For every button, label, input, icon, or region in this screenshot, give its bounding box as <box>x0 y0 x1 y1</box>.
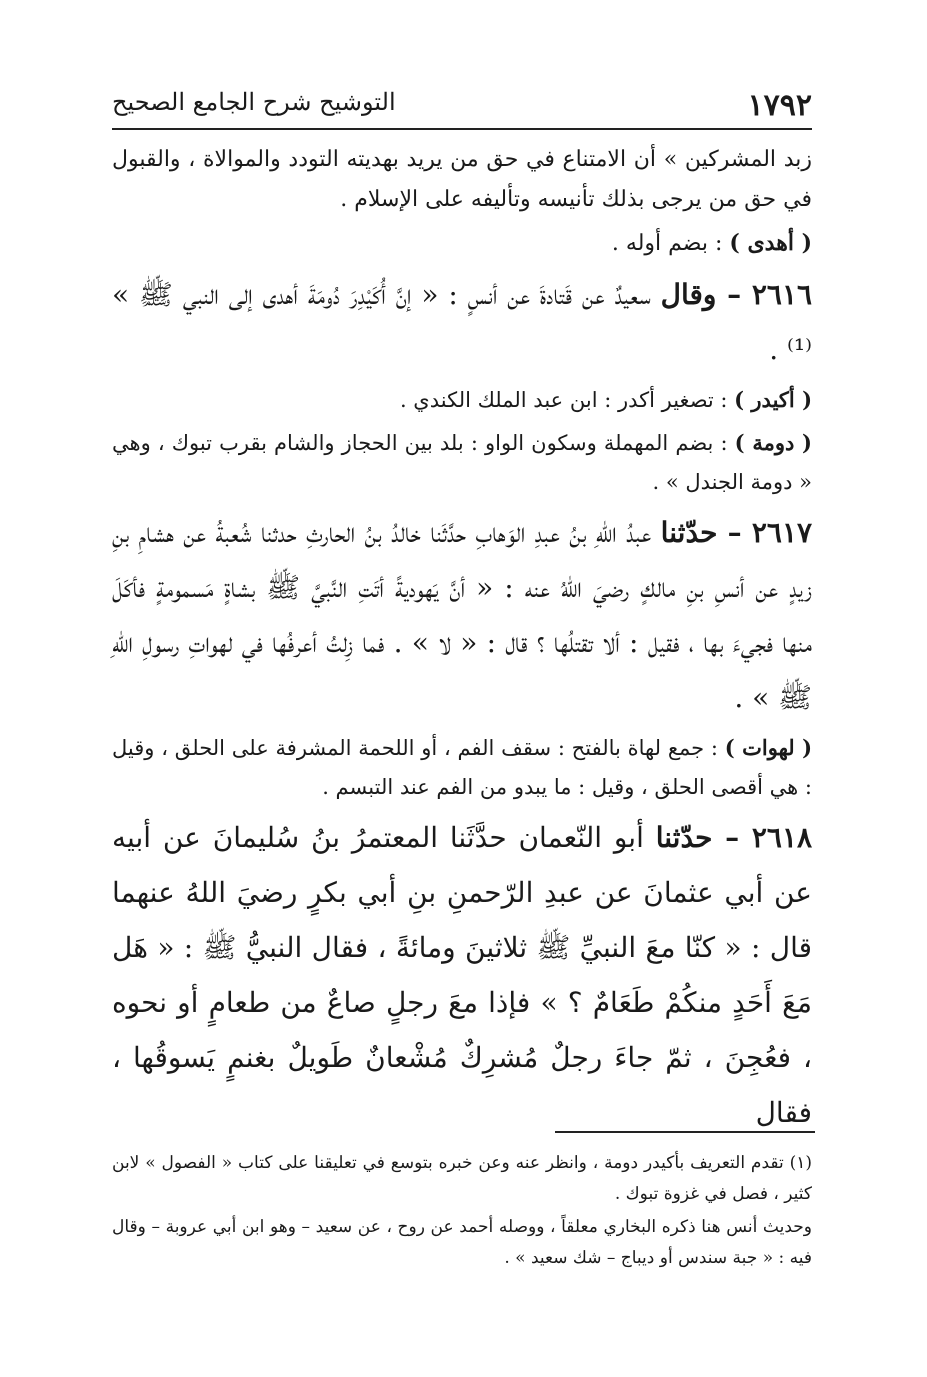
gloss-term: ( أهدى ) <box>729 230 812 256</box>
footnote-1-continuation: وحديث أنس هنا ذكره البخاري معلقاً ، ووصله أحمد عن روح ، عن سعيد – وهو ابن أبي عروبة – وقال فيه : « جبة سندس أو ديباج – شك سعيد » . <box>112 1217 812 1268</box>
gloss-lahawat <box>112 728 812 807</box>
hadith-2616 <box>112 267 812 377</box>
hadith-number: ٢٦١٨ – <box>725 821 813 854</box>
book-title: التوشيح شرح الجامع الصحيح <box>112 88 396 116</box>
page-number: ١٧٩٢ <box>747 88 812 123</box>
gloss-text: : تصغير أكدر : ابن عبد الملك الكندي . <box>399 388 735 412</box>
paragraph-text: زبد المشركين » أن الامتناع في حق من يريد بهديته التودد والموالاة ، والقبول في حق من يرجى بذلك تأنيسه وتأليفه على الإسلام . <box>112 147 812 212</box>
hadith-number: ٢٦١٧ – <box>727 516 813 549</box>
gloss-text: : بضم أوله . <box>611 231 730 256</box>
hadith-2617 <box>112 505 812 725</box>
gloss-term: ( أكيدر ) <box>734 387 812 412</box>
footnote-1: (١) تقدم التعريف بأكيدر دومة ، وانظر عنه وعن خبره بتوسع في تعليقنا على كتاب « الفصول » لابن كثير ، فصل في غزوة تبوك . <box>112 1153 812 1204</box>
footnote-divider <box>555 1131 815 1133</box>
hadith-lead: وقال <box>660 278 728 311</box>
hadith-lead: حدّثنا <box>660 516 728 549</box>
running-header <box>112 84 812 126</box>
main-text <box>112 140 812 1140</box>
hadith-text: أبو النّعمان حدَّثَنا المعتمرُ بنُ سُليمانَ عن أبيه عن أبي عثمانَ عن عبدِ الرّحمنِ بنِ أبي بكرٍ رضيَ اللهُ عنهما قال : « كنّا معَ النبيِّ ﷺ ثلاثينَ ومائةً ، فقال النبيُّ ﷺ : « هَل مَعَ أَحَدٍ منكُمْ طَعَامٌ ؟ » فإذا معَ رجلٍ صاعٌ من طعامٍ أو نحوه ، فعُجِنَ ، ثمّ جاءَ رجلٌ مُشرِكٌ مُشْعانٌ طَويلٌ بغنمٍ يَسوقُها ، فقال <box>112 821 812 1129</box>
footnotes <box>112 1148 812 1274</box>
hadith-text: سعيدٌ عن قَتادةَ عن أنسٍ : « إنَّ أُكَيْدِرَ دُومَةَ أهدى إلى النبي ﷺ » ⁽¹⁾ . <box>112 278 812 366</box>
gloss-text: : بضم المهملة وسكون الواو : بلد بين الحجاز والشام بقرب تبوك ، وهي « دومة الجندل » . <box>112 431 812 494</box>
header-divider <box>112 128 812 130</box>
gloss-dumah <box>112 423 812 502</box>
gloss-term: ( لهوات ) <box>724 735 812 760</box>
gloss-text: : جمع لهاة بالفتح : سقف الفم ، أو اللحمة المشرفة على الحلق ، وقيل : هي أقصى الحلق ، وقيل : ما يبدو من الفم عند التبسم . <box>112 736 812 799</box>
hadith-lead: حدّثنا <box>655 821 726 854</box>
hadith-number: ٢٦١٦ – <box>727 278 813 311</box>
gloss-ahda <box>112 223 812 264</box>
gloss-term: ( دومة ) <box>734 430 812 455</box>
hadith-text: عبدُ اللهِ بنُ عبدِ الوَهابِ حدَّثَنا خالدُ بنُ الحارثِ حدثنا شُعبةُ عن هشامِ بنِ زيدٍ عن أنسِ بنِ مالكٍ رضيَ اللهُ عنه : « أنَّ يَهوديةً أتَتِ النَّبيَّ ﷺ بشاةٍ مَسمومةٍ فأكَلَ منها فجيءَ بها ، فقيل : ألا تقتلُها ؟ قال : « لا » . فما زِلتُ أعرفُها في لهواتِ رسولِ اللهِ ﷺ » . <box>112 516 812 714</box>
paragraph-continuation <box>112 140 812 220</box>
hadith-2618 <box>112 810 812 1140</box>
gloss-ukaydir <box>112 380 812 420</box>
